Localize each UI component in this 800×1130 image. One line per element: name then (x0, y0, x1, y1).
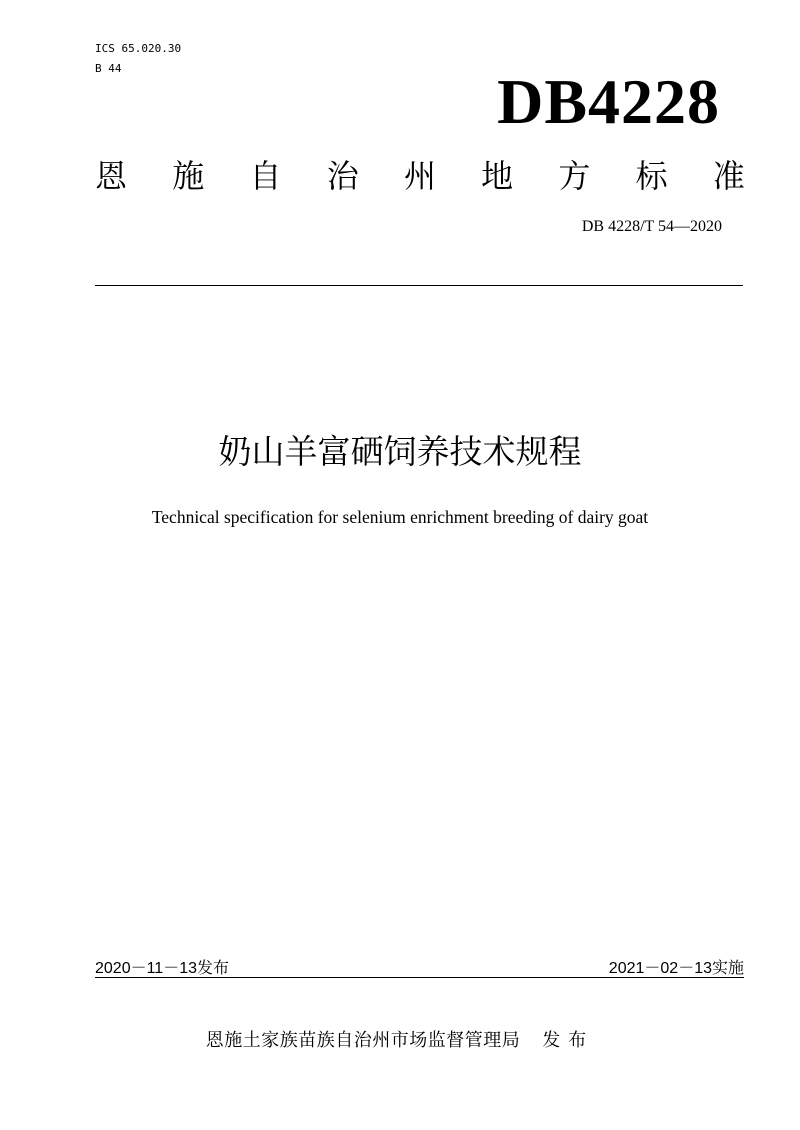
standard-type-char: 州 (403, 157, 436, 195)
standard-type-char: 施 (172, 157, 205, 195)
document-title-chinese: 奶山羊富硒饲养技术规程 (218, 432, 582, 471)
standard-type-label (95, 156, 745, 196)
footer-divider (95, 977, 744, 978)
db-code-title: DB4228 (497, 66, 720, 137)
standard-type-char: 标 (635, 157, 668, 195)
standard-type-char: 治 (326, 157, 359, 195)
standard-type-char: 方 (558, 157, 591, 195)
standard-number: DB 4228/T 54—2020 (581, 218, 722, 235)
implementation-date: 2021－02－13实施 (608, 960, 744, 977)
issue-action: 发布 (542, 1030, 595, 1051)
standard-type-char: 恩 (95, 157, 128, 195)
ccs-code: B 44 (95, 62, 122, 75)
standard-type-char: 准 (712, 157, 745, 195)
header-divider (95, 285, 743, 286)
issuing-organization: 恩施土家族苗族自治州市场监督管理局 (205, 1030, 521, 1051)
ics-code: ICS 65.020.30 (95, 42, 182, 55)
issuer-line (0, 1028, 800, 1054)
standard-type-char: 自 (249, 157, 282, 195)
document-title-english: Technical specification for selenium enrichment breeding of dairy goat (151, 507, 649, 527)
standard-type-char: 地 (481, 157, 514, 195)
publish-date: 2020－11－13发布 (95, 960, 230, 977)
